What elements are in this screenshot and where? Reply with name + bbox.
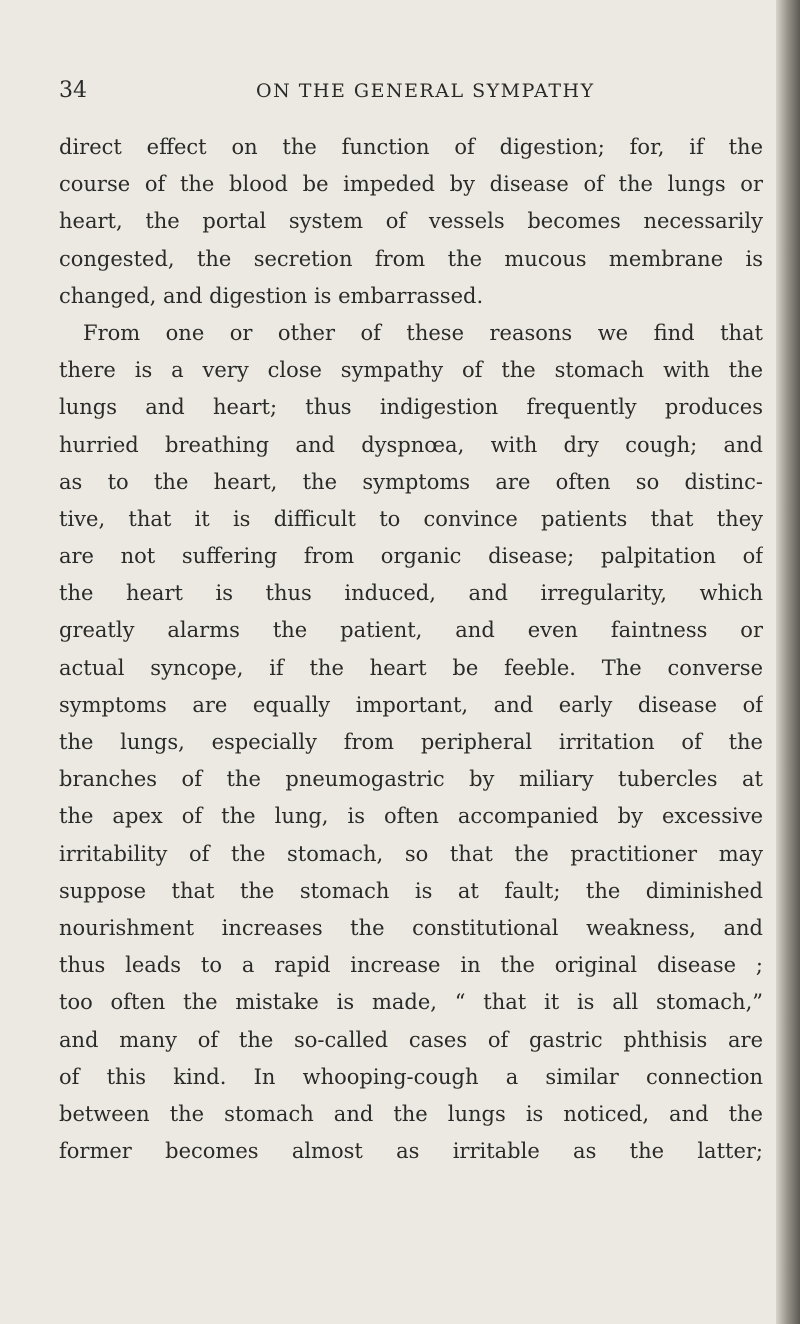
running-head: ON THE GENERAL SYMPATHY bbox=[256, 80, 595, 102]
text-line: the lungs, especially from peripheral irritation of the bbox=[59, 730, 763, 754]
text-line: thus leads to a rapid increase in the original disease ; bbox=[59, 953, 763, 978]
text-line: heart, the portal system of vessels becomes necessarily bbox=[59, 209, 763, 234]
text-line: too often the mistake is made, “ that it is all stomach,” bbox=[59, 990, 763, 1015]
text-line: suppose that the stomach is at fault; the diminished bbox=[59, 878, 763, 903]
text-line: changed, and digestion is embarrassed. bbox=[59, 283, 484, 308]
text-line: hurried breathing and dyspnœa, with dry cough; and bbox=[59, 432, 763, 457]
text-line: symptoms are equally important, and early disease of bbox=[59, 692, 763, 717]
text-line: irritability of the stomach, so that the practitioner may bbox=[59, 841, 763, 866]
text-line: are not suffering from organic disease; palpitation of bbox=[59, 544, 763, 569]
text-line: there is a very close sympathy of the stomach with the bbox=[59, 358, 763, 383]
body-text bbox=[59, 129, 763, 1170]
text-line: direct effect on the function of digestion; for, if the bbox=[59, 135, 763, 159]
text-line: nourishment increases the constitutional weakness, and bbox=[59, 915, 763, 940]
text-line: the heart is thus induced, and irregularity, which bbox=[59, 581, 763, 606]
text-line: branches of the pneumogastric by miliary tubercles at bbox=[59, 767, 763, 792]
text-line: lungs and heart; thus indigestion frequently produces bbox=[59, 395, 763, 420]
page-header bbox=[59, 78, 759, 118]
text-line: congested, the secretion from the mucous membrane is bbox=[59, 246, 763, 271]
text-line: between the stomach and the lungs is noticed, and the bbox=[59, 1101, 763, 1126]
page-number: 34 bbox=[59, 78, 87, 103]
text-line: actual syncope, if the heart be feeble. The converse bbox=[59, 655, 763, 680]
page-binding-edge bbox=[776, 0, 800, 1324]
text-line: tive, that it is difficult to convince patients that they bbox=[59, 506, 763, 531]
text-line: of this kind. In whooping-cough a similar connection bbox=[59, 1064, 763, 1089]
text-line: From one or other of these reasons we find that bbox=[83, 320, 763, 345]
text-line: former becomes almost as irritable as the latter; bbox=[59, 1139, 763, 1164]
text-line: and many of the so-called cases of gastric phthisis are bbox=[59, 1027, 763, 1052]
text-line: course of the blood be impeded by disease of the lungs or bbox=[59, 172, 763, 197]
text-line: as to the heart, the symptoms are often so distinc- bbox=[59, 469, 763, 494]
text-line: the apex of the lung, is often accompanied by excessive bbox=[59, 804, 763, 829]
text-line: greatly alarms the patient, and even faintness or bbox=[59, 618, 763, 643]
